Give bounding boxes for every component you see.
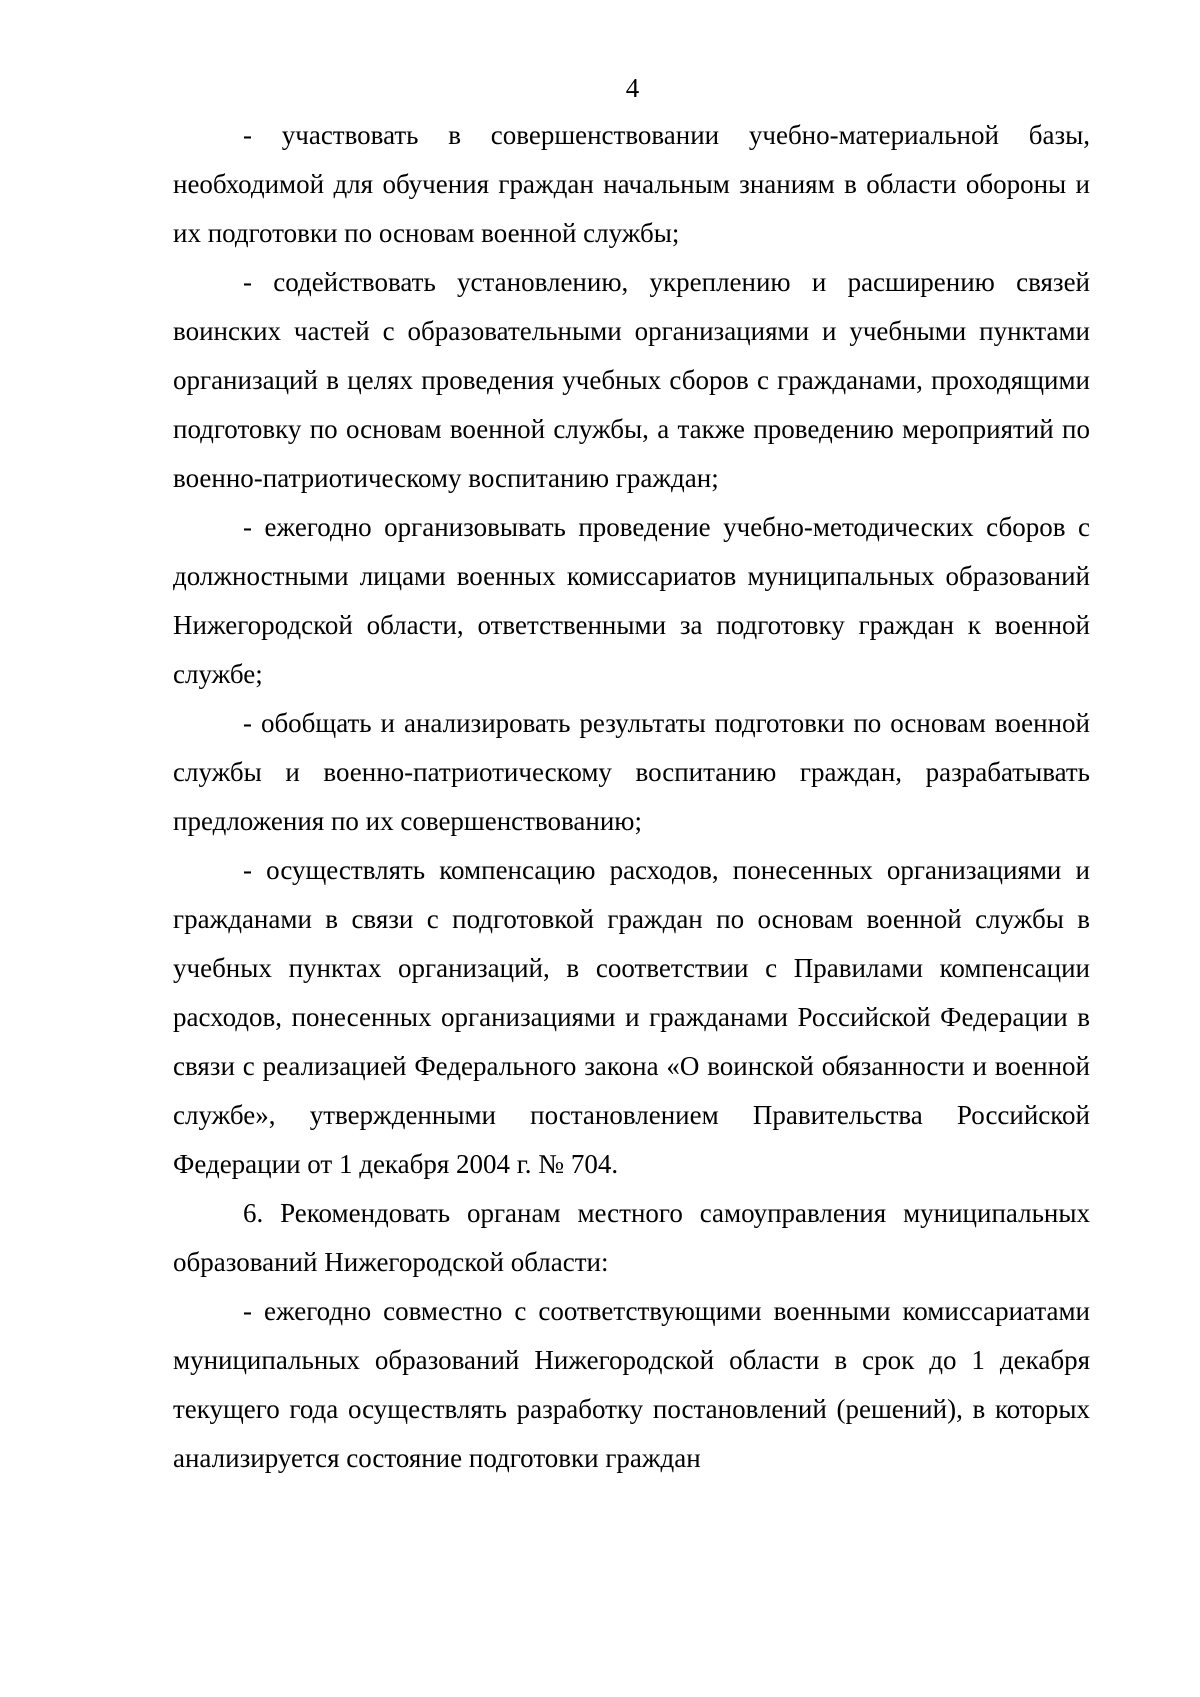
paragraph-military-units-links: - содействовать установлению, укреплению и расширению связей воинских частей с образовательными организациями и учебными пунктами организаций в целях проведения учебных сборов с гражданами, проходящими подготовку по основам военной службы, а также проведению мероприятий по военно-патриотическому воспитанию граждан; — [173, 267, 1090, 493]
page-number: 4 — [625, 73, 640, 103]
paragraph-expense-compensation: - осуществлять компенсацию расходов, понесенных организациями и гражданами в связи с подготовкой граждан по основам военной службы в учебных пунктах организаций, в соответствии с Правилами компенсации расходов, понесенных организациями и гражданами Российской Федерации в связи с реализацией Федерального закона «О воинской обязанности и военной службе», утвержденными постановлением Правительства Российской Федерации от 1 декабря 2004 г. № 704. — [173, 855, 1090, 1179]
paragraph-annual-resolutions: - ежегодно совместно с соответствующими военными комиссариатами муниципальных образований Нижегородской области в срок до 1 декабря текущего года осуществлять разработку постановлений (решений), в которых анализируется состояние подготовки граждан — [173, 1296, 1090, 1473]
paragraph-item-6: 6. Рекомендовать органам местного самоуправления муниципальных образований Нижегородской области: — [173, 1198, 1090, 1277]
paragraph-methodical-training: - ежегодно организовывать проведение учебно-методических сборов с должностными лицами военных комиссариатов муниципальных образований Нижегородской области, ответственными за подготовку граждан к военной службе; — [173, 512, 1090, 689]
document-body — [173, 111, 1090, 1483]
paragraph-material-base: - участвовать в совершенствовании учебно-материальной базы, необходимой для обучения граждан начальным знаниям в области обороны и их подготовки по основам военной службы; — [173, 120, 1090, 248]
paragraph-analysis-results: - обобщать и анализировать результаты подготовки по основам военной службы и военно-патриотическому воспитанию граждан, разрабатывать предложения по их совершенствованию; — [173, 708, 1090, 836]
